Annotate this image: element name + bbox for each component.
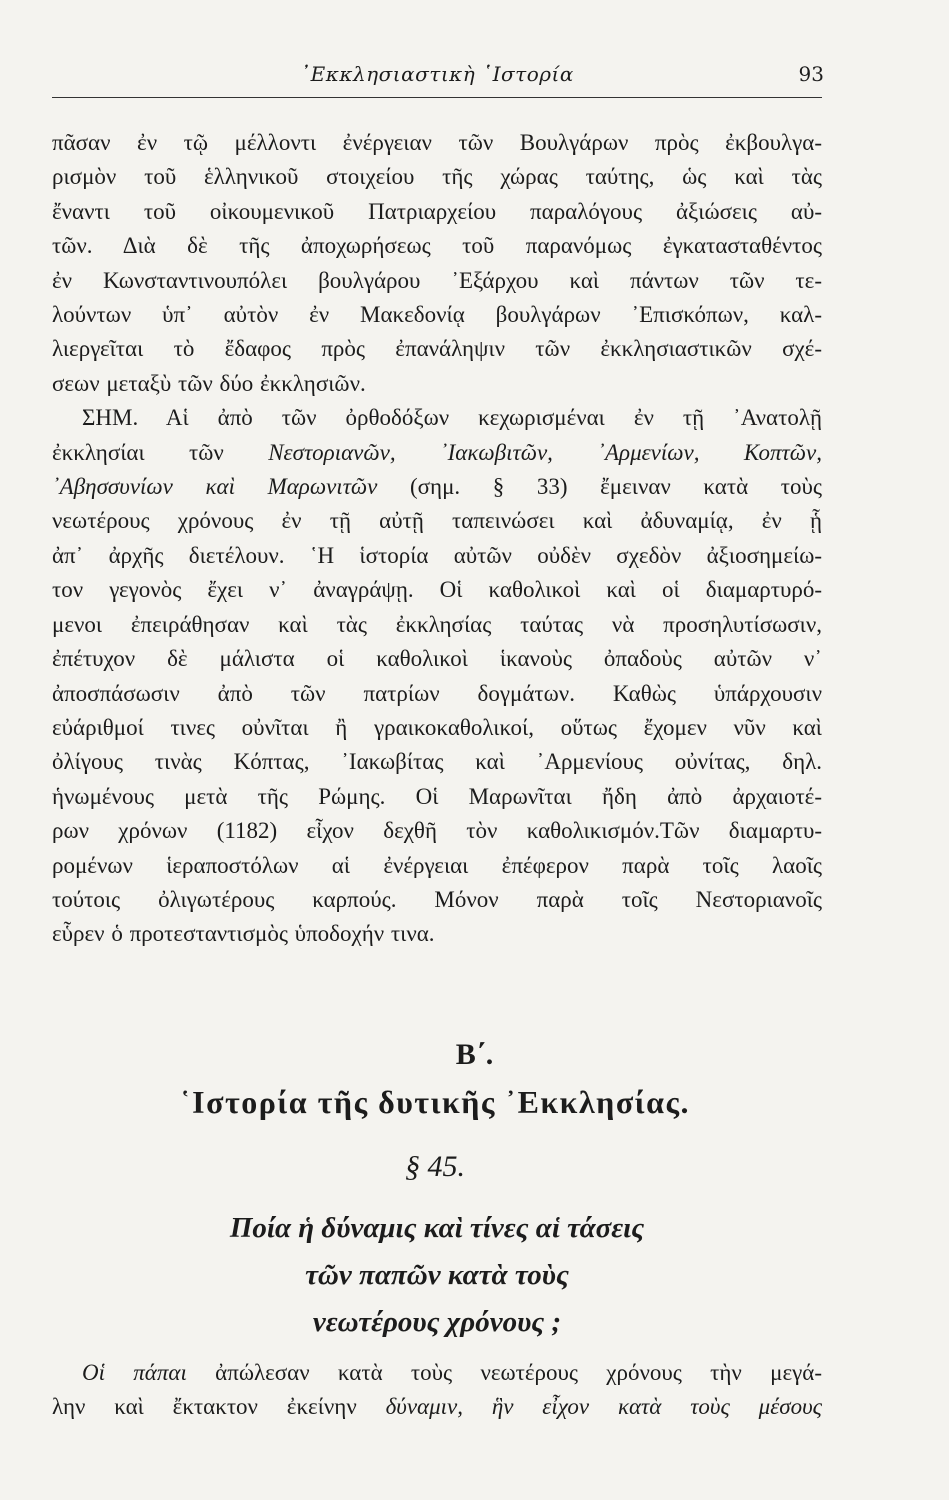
- italic-names: ᾿Αβησσυνίων καὶ Μαρωνιτῶν: [52, 474, 378, 500]
- text-line: σεων μεταξὺ τῶν δύο ἐκκλησιῶν.: [52, 370, 366, 396]
- text-line: ρισμὸν τοῦ ἑλληνικοῦ στοιχείου τῆς χώρας ταύτης, ὡς καὶ τὰς: [52, 164, 822, 190]
- note-paragraph: [52, 401, 822, 435]
- text-line: [52, 436, 822, 470]
- text-line: ἔναντι τοῦ οἰκουμενικοῦ Πατριαρχείου παραλόγους ἀξιώσεις αὐ-: [52, 198, 822, 224]
- text-line: ἐν Κωνσταντινουπόλει βουλγάρου ᾿Εξάρχου καὶ πάντων τῶν τε-: [52, 267, 822, 293]
- text-segment: ἐκκλησίαι τῶν: [52, 439, 269, 465]
- text-line: ἡνωμένους μετὰ τῆς Ρώμης. Οἱ Μαρωνῖται ἤδη ἀπὸ ἀρχαιοτέ-: [52, 783, 822, 809]
- section-letter: Β΄.: [455, 1038, 494, 1071]
- text-line: [52, 1390, 822, 1424]
- text-line: ἐπέτυχον δὲ μάλιστα οἱ καθολικοὶ ἱκανοὺς ὀπαδοὺς αὐτῶν ν᾿: [52, 646, 822, 672]
- text-line: πᾶσαν ἐν τῷ μέλλοντι ἐνέργειαν τῶν Βουλγάρων πρὸς ἐκβουλγα-: [52, 130, 822, 155]
- text-line: ἀπ᾿ ἀρχῆς διετέλουν. ῾Η ἱστορία αὐτῶν οὐδὲν σχεδὸν ἀξιοσημείω-: [52, 542, 822, 568]
- text-line: λιεργεῖται τὸ ἔδαφος πρὸς ἐπανάληψιν τῶν ἐκκλησιαστικῶν σχέ-: [52, 336, 822, 362]
- page-number: 93: [798, 62, 824, 86]
- subtitle-line: Ποία ἡ δύναμις καὶ τίνες αἱ τάσεις: [229, 1212, 645, 1244]
- section-heading: ῾Ιστορία τῆς δυτικῆς ᾿Εκκλησίας.: [179, 1084, 691, 1120]
- text-line: ΣΗΜ. Αἱ ἀπὸ τῶν ὀρθοδόξων κεχωρισμέναι ἐν τῇ ᾿Ανατολῇ: [82, 405, 822, 431]
- paragraph-number: § 45.: [405, 1150, 465, 1183]
- body-text: [52, 126, 822, 952]
- text-segment: (σημ. § 33) ἔμειναν κατὰ τοὺς: [377, 474, 822, 500]
- text-line: ρομένων ἱεραποστόλων αἱ ἐνέργειαι ἐπέφερον παρὰ τοῖς λαοῖς: [52, 852, 822, 878]
- running-title: ᾿Εκκλησιαστικὴ ῾Ιστορία: [300, 62, 574, 86]
- running-head: [52, 62, 822, 92]
- header-rule: [52, 97, 822, 98]
- text-line: μενοι ἐπειράθησαν καὶ τὰς ἐκκλησίας ταύτας νὰ προσηλυτίσωσιν,: [52, 611, 822, 637]
- text-line: ρων χρόνων (1182) εἶχον δεχθῆ τὸν καθολικισμόν.Τῶν διαμαρτυ-: [52, 818, 822, 844]
- text-line: τον γεγονὸς ἔχει ν᾿ ἀναγράψῃ. Οἱ καθολικοὶ καὶ οἱ διαμαρτυρό-: [52, 577, 822, 603]
- section-subtitle: [52, 1205, 822, 1346]
- note-paragraph-cont: [52, 436, 822, 952]
- italic-phrase: δύναμιν, ἣν εἶχον κατὰ τοὺς μέσους: [385, 1394, 823, 1420]
- text-line: εὗρεν ὁ προτεσταντισμὸς ὑποδοχήν τινα.: [52, 921, 435, 947]
- text-line: εὐάριθμοί τινες οὐνῖται ἢ γραικοκαθολικοί, οὕτως ἔχομεν νῦν καὶ: [52, 714, 822, 740]
- subtitle-line: τῶν παπῶν κατὰ τοὺς: [305, 1259, 569, 1291]
- subtitle-line: νεωτέρους χρόνους ;: [312, 1306, 562, 1338]
- text-line: τούτοις ὀλιγωτέρους καρπούς. Μόνον παρὰ τοῖς Νεστοριανοῖς: [52, 886, 822, 912]
- text-line: [52, 1356, 822, 1390]
- italic-names: Νεστοριανῶν, ᾿Ιακωβιτῶν, ᾿Αρμενίων, Κοπτῶν,: [268, 439, 822, 465]
- text-line: ὀλίγους τινὰς Κόπτας, ᾿Ιακωβίτας καὶ ᾿Αρμενίους οὐνίτας, δηλ.: [52, 749, 822, 775]
- text-line: τῶν. Διὰ δὲ τῆς ἀποχωρήσεως τοῦ παρανόμως ἐγκατασταθέντος: [52, 233, 822, 259]
- paragraph-1: [52, 126, 822, 401]
- closing-paragraph: [52, 1356, 822, 1425]
- text-segment: λην καὶ ἔκτακτον ἐκείνην: [52, 1394, 386, 1420]
- text-line: λούντων ὑπ᾿ αὐτὸν ἐν Μακεδονίᾳ βουλγάρων ᾿Επισκόπων, καλ-: [52, 302, 822, 328]
- italic-term: Οἱ πάπαι: [82, 1360, 187, 1385]
- text-segment: ἀπώλεσαν κατὰ τοὺς νεωτέρους χρόνους τὴν μεγά-: [186, 1360, 822, 1385]
- text-line: νεωτέρους χρόνους ἐν τῇ αὐτῇ ταπεινώσει καὶ ἀδυναμίᾳ, ἐν ᾗ: [52, 508, 822, 534]
- text-line: ἀποσπάσωσιν ἀπὸ τῶν πατρίων δογμάτων. Καθὼς ὑπάρχουσιν: [52, 680, 822, 706]
- text-line: [52, 470, 822, 504]
